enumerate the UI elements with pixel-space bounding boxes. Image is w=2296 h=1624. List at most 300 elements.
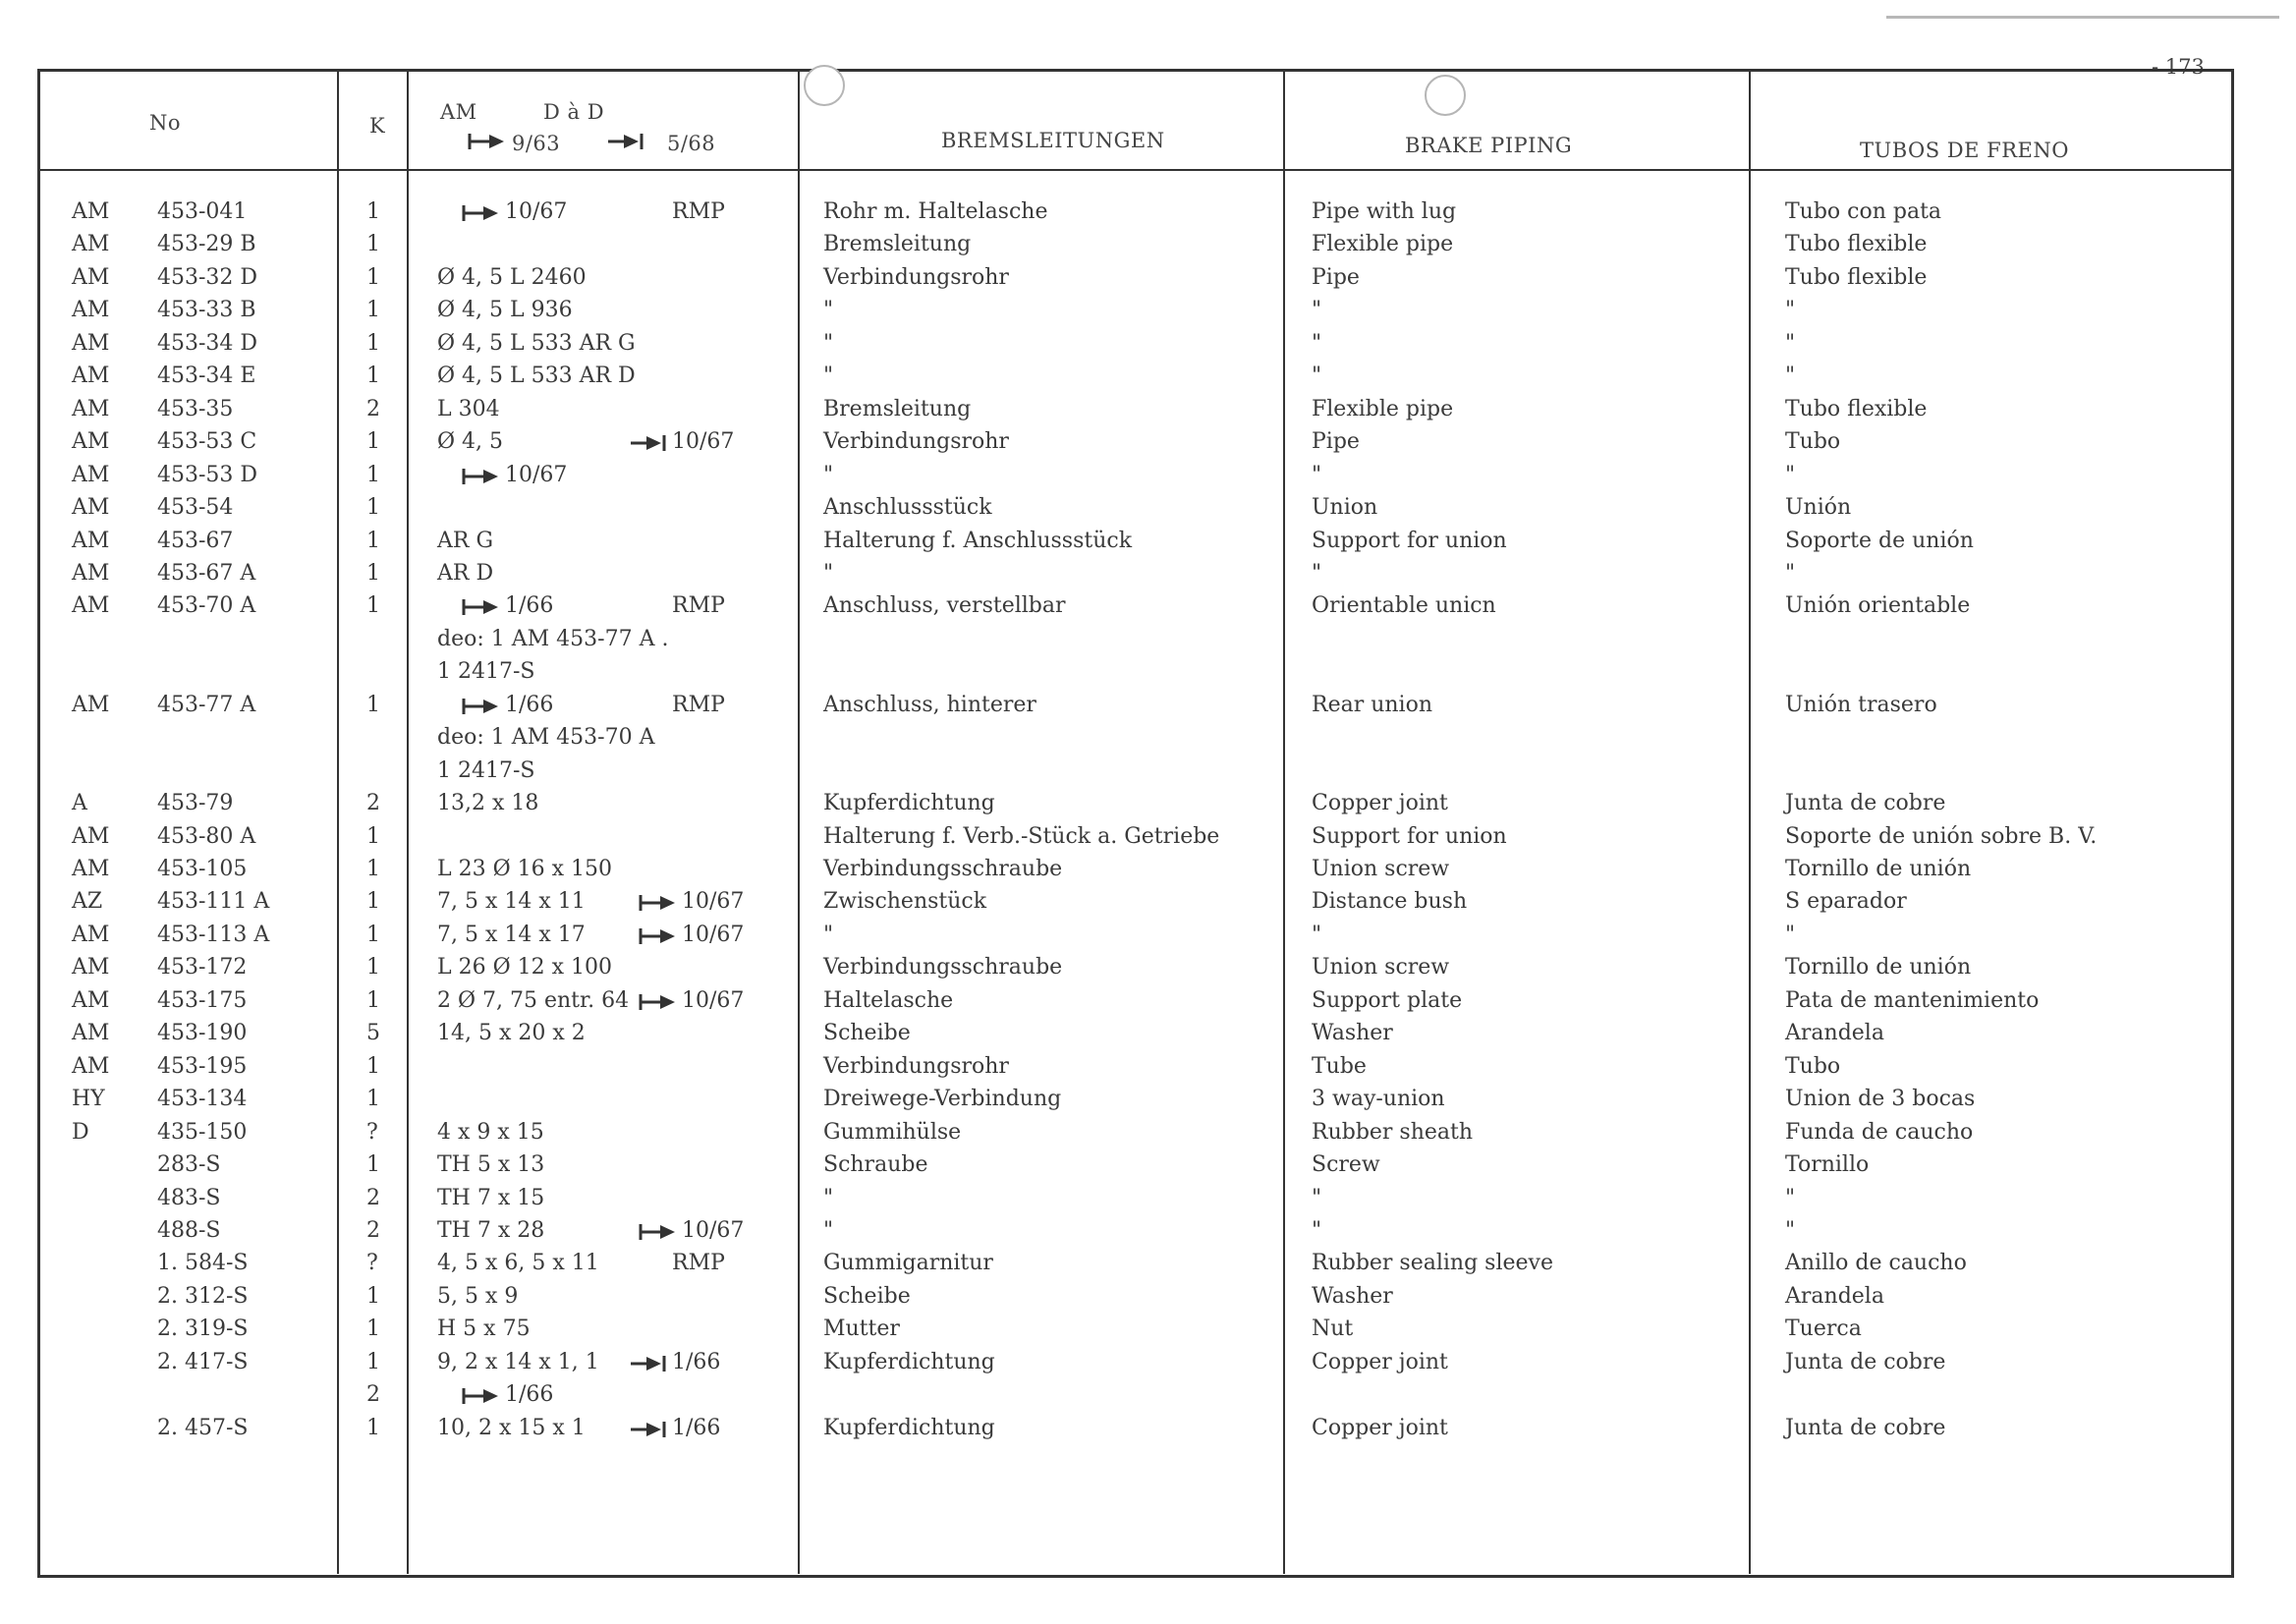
spanish-cell: Junta de cobre	[1785, 1349, 1946, 1374]
effective-date-cell: 1/66	[672, 1349, 721, 1374]
prefix-cell: D	[72, 1119, 89, 1145]
german-cell: Kupferdichtung	[823, 1349, 995, 1374]
english-cell: "	[1312, 922, 1322, 947]
german-cell: Anschlussstück	[823, 495, 992, 521]
spanish-cell: Funda de caucho	[1785, 1119, 1974, 1145]
spanish-cell: Soporte de unión	[1785, 528, 1974, 553]
quantity-cell: 1	[366, 1316, 380, 1342]
quantity-cell: 1	[366, 264, 380, 290]
spec-cell: 4, 5 x 6, 5 x 11	[437, 1251, 599, 1276]
prefix-cell: AM	[72, 857, 110, 881]
english-cell: Orientable unicn	[1312, 593, 1496, 619]
table-row	[0, 1382, 2296, 1415]
spec-cell: TH 7 x 15	[437, 1185, 545, 1210]
part-number-cell: 453-32 D	[157, 264, 258, 290]
spanish-cell: "	[1785, 330, 1796, 356]
effective-date-cell: 10/67	[682, 922, 745, 947]
english-cell: "	[1312, 1185, 1322, 1210]
english-cell: Support for union	[1312, 528, 1507, 553]
effective-from-arrow-icon	[639, 992, 678, 1012]
part-number-cell: 453-70 A	[157, 593, 256, 619]
prefix-cell: AM	[72, 692, 110, 717]
german-cell: "	[823, 364, 834, 389]
table-row	[0, 232, 2296, 264]
prefix-cell: HY	[72, 1087, 105, 1112]
spec-cell: 4 x 9 x 15	[437, 1119, 544, 1145]
spec-cell: 2 Ø 7, 75 entr. 64	[437, 987, 630, 1013]
table-row	[0, 791, 2296, 823]
german-cell: Mutter	[823, 1316, 900, 1342]
part-number-cell: 453-34 E	[157, 364, 256, 389]
header-dad: D à D	[543, 100, 605, 124]
spec-cell: 14, 5 x 20 x 2	[437, 1021, 586, 1046]
part-number-cell: 453-79	[157, 791, 234, 816]
table-row	[0, 1316, 2296, 1349]
german-cell: Dreiwege-Verbindung	[823, 1087, 1062, 1112]
prefix-cell: AM	[72, 364, 110, 389]
spanish-cell: "	[1785, 364, 1796, 389]
spec-cell: TH 5 x 13	[437, 1152, 545, 1178]
rmp-cell: RMP	[672, 1251, 725, 1276]
quantity-cell: 1	[366, 857, 380, 881]
english-cell: "	[1312, 298, 1322, 323]
header-english: BRAKE PIPING	[1405, 134, 1573, 157]
english-cell: Flexible pipe	[1312, 396, 1454, 421]
prefix-cell: AM	[72, 199, 110, 224]
prefix-cell: AM	[72, 823, 110, 849]
spanish-cell: Anillo de caucho	[1785, 1251, 1967, 1276]
prefix-cell: AZ	[72, 889, 103, 915]
effective-from-arrow-icon	[468, 132, 507, 151]
german-cell: Kupferdichtung	[823, 791, 995, 816]
part-number-cell: 2. 457-S	[157, 1415, 249, 1440]
spec-cell: 13,2 x 18	[437, 791, 539, 816]
spec-cell: Ø 4, 5 L 533 AR D	[437, 364, 636, 389]
quantity-cell: 1	[366, 1415, 380, 1440]
quantity-cell: 2	[366, 396, 380, 421]
table-row	[0, 1152, 2296, 1185]
spec-cell: 1 2417-S	[437, 659, 535, 685]
table-row	[0, 1251, 2296, 1283]
effective-from-arrow-icon	[639, 926, 678, 946]
part-number-cell: 453-29 B	[157, 232, 256, 257]
quantity-cell: 2	[366, 1185, 380, 1210]
part-number-cell: 453-53 D	[157, 462, 258, 487]
table-row	[0, 627, 2296, 659]
table-row	[0, 397, 2296, 429]
part-number-cell: 453-77 A	[157, 692, 256, 717]
table-row	[0, 529, 2296, 561]
english-cell: Pipe with lug	[1312, 199, 1457, 224]
part-number-cell: 435-150	[157, 1119, 248, 1145]
spanish-cell: "	[1785, 560, 1796, 586]
spanish-cell: "	[1785, 462, 1796, 487]
effective-from-arrow-icon	[639, 1222, 678, 1242]
spanish-cell: Arandela	[1785, 1021, 1884, 1046]
effective-from-arrow-icon	[639, 893, 678, 913]
spanish-cell: Unión orientable	[1785, 593, 1971, 619]
effective-date-cell: 10/67	[682, 889, 745, 915]
english-cell: "	[1312, 560, 1322, 586]
table-row	[0, 857, 2296, 889]
quantity-cell: 1	[366, 330, 380, 356]
quantity-cell: 2	[366, 791, 380, 816]
spec-cell: L 304	[437, 396, 500, 421]
spanish-cell: Unión	[1785, 495, 1852, 521]
effective-from-arrow-icon	[462, 467, 501, 486]
german-cell: "	[823, 1185, 834, 1210]
rmp-cell: RMP	[672, 692, 725, 717]
quantity-cell: 1	[366, 889, 380, 915]
punch-hole	[804, 65, 845, 106]
prefix-cell: AM	[72, 462, 110, 487]
english-cell: Support for union	[1312, 823, 1507, 849]
header-german: BREMSLEITUNGEN	[941, 129, 1165, 152]
prefix-cell: AM	[72, 987, 110, 1013]
german-cell: "	[823, 922, 834, 947]
part-number-cell: 453-041	[157, 199, 248, 224]
table-row	[0, 1218, 2296, 1251]
spanish-cell: Tornillo de unión	[1785, 857, 1972, 881]
german-cell: Halterung f. Anschlussstück	[823, 528, 1133, 553]
quantity-cell: 1	[366, 495, 380, 521]
spanish-cell: Tubo flexible	[1785, 264, 1928, 290]
spanish-cell: Unión trasero	[1785, 692, 1937, 717]
prefix-cell: AM	[72, 330, 110, 356]
quantity-cell: 1	[366, 593, 380, 619]
part-number-cell: 453-35	[157, 396, 234, 421]
english-cell: Tube	[1312, 1053, 1367, 1079]
spanish-cell: Union de 3 bocas	[1785, 1087, 1976, 1112]
effective-date-cell: 10/67	[672, 429, 735, 455]
spec-cell: 5, 5 x 9	[437, 1283, 519, 1309]
spanish-cell: "	[1785, 298, 1796, 323]
english-cell: Rear union	[1312, 692, 1432, 717]
quantity-cell: 1	[366, 955, 380, 980]
english-cell: Rubber sealing sleeve	[1312, 1251, 1553, 1276]
spanish-cell: Soporte de unión sobre B. V.	[1785, 823, 2098, 849]
prefix-cell: AM	[72, 922, 110, 947]
spec-cell: deo: 1 AM 453-70 A	[437, 725, 655, 751]
table-row	[0, 1416, 2296, 1448]
quantity-cell: 1	[366, 528, 380, 553]
quantity-cell: 1	[366, 462, 380, 487]
quantity-cell: 2	[366, 1382, 380, 1408]
spanish-cell: "	[1785, 922, 1796, 947]
rmp-cell: RMP	[672, 199, 725, 224]
table-row	[0, 1087, 2296, 1119]
german-cell: Verbindungsschraube	[823, 955, 1063, 980]
effective-date-cell: 1/66	[505, 1382, 554, 1408]
quantity-cell: 1	[366, 1152, 380, 1178]
table-row	[0, 955, 2296, 987]
english-cell: "	[1312, 330, 1322, 356]
spanish-cell: Tubo con pata	[1785, 199, 1942, 224]
spec-cell: Ø 4, 5 L 2460	[437, 264, 587, 290]
effective-date-cell: 10/67	[505, 199, 568, 224]
table-row	[0, 593, 2296, 626]
part-number-cell: 2. 319-S	[157, 1316, 249, 1342]
english-cell: Union screw	[1312, 857, 1450, 881]
spec-cell: AR G	[437, 528, 494, 553]
rmp-cell: RMP	[672, 593, 725, 619]
spanish-cell: Pata de mantenimiento	[1785, 987, 2040, 1013]
header-no: No	[149, 111, 182, 135]
english-cell: Washer	[1312, 1283, 1393, 1309]
quantity-cell: 1	[366, 199, 380, 224]
effective-to-arrow-icon	[629, 433, 668, 453]
english-cell: 3 way-union	[1312, 1087, 1445, 1112]
part-number-cell: 453-53 C	[157, 429, 257, 455]
quantity-cell: 1	[366, 560, 380, 586]
spanish-cell: Tubo	[1785, 1053, 1841, 1079]
spec-cell: H 5 x 75	[437, 1316, 531, 1342]
quantity-cell: 1	[366, 1349, 380, 1374]
prefix-cell: AM	[72, 232, 110, 257]
spanish-cell: Junta de cobre	[1785, 791, 1946, 816]
part-number-cell: 453-105	[157, 857, 248, 881]
table-row	[0, 495, 2296, 528]
prefix-cell: AM	[72, 955, 110, 980]
german-cell: Bremsleitung	[823, 232, 972, 257]
english-cell: Union screw	[1312, 955, 1450, 980]
english-cell: Flexible pipe	[1312, 232, 1454, 257]
quantity-cell: 1	[366, 1283, 380, 1309]
header-to-date: 5/68	[667, 132, 716, 155]
english-cell: Nut	[1312, 1316, 1354, 1342]
page-number: - 173	[2152, 55, 2205, 79]
quantity-cell: 5	[366, 1021, 380, 1046]
part-number-cell: 453-190	[157, 1021, 248, 1046]
table-row	[0, 758, 2296, 791]
prefix-cell: AM	[72, 495, 110, 521]
prefix-cell: AM	[72, 429, 110, 455]
table-row	[0, 988, 2296, 1021]
part-number-cell: 1. 584-S	[157, 1251, 249, 1276]
german-cell: "	[823, 1217, 834, 1243]
quantity-cell: 2	[366, 1217, 380, 1243]
part-number-cell: 453-195	[157, 1053, 248, 1079]
part-number-cell: 453-34 D	[157, 330, 258, 356]
german-cell: Halterung f. Verb.-Stück a. Getriebe	[823, 823, 1220, 849]
quantity-cell: 1	[366, 987, 380, 1013]
part-number-cell: 283-S	[157, 1152, 221, 1178]
german-cell: Verbindungsrohr	[823, 429, 1009, 455]
quantity-cell: 1	[366, 922, 380, 947]
table-row	[0, 824, 2296, 857]
prefix-cell: AM	[72, 1053, 110, 1079]
spanish-cell: "	[1785, 1185, 1796, 1210]
part-number-cell: 453-33 B	[157, 298, 256, 323]
spec-cell: TH 7 x 28	[437, 1217, 545, 1243]
quantity-cell: 1	[366, 298, 380, 323]
part-number-cell: 453-111 A	[157, 889, 270, 915]
quantity-cell: 1	[366, 232, 380, 257]
english-cell: "	[1312, 364, 1322, 389]
german-cell: Verbindungsrohr	[823, 1053, 1009, 1079]
english-cell: "	[1312, 1217, 1322, 1243]
header-am: AM	[440, 100, 477, 124]
top-rule	[1886, 16, 2279, 19]
table-row	[0, 331, 2296, 364]
table-row	[0, 298, 2296, 330]
spec-cell: Ø 4, 5	[437, 429, 504, 455]
header-divider	[37, 169, 2231, 171]
prefix-cell: AM	[72, 298, 110, 323]
quantity-cell: 1	[366, 692, 380, 717]
spec-cell: 1 2417-S	[437, 757, 535, 783]
table-row	[0, 1021, 2296, 1053]
english-cell: Copper joint	[1312, 1349, 1448, 1374]
german-cell: Haltelasche	[823, 987, 954, 1013]
part-number-cell: 453-80 A	[157, 823, 256, 849]
table-row	[0, 463, 2296, 495]
spanish-cell: Tubo flexible	[1785, 232, 1928, 257]
german-cell: Anschluss, verstellbar	[823, 593, 1066, 619]
part-number-cell: 2. 312-S	[157, 1283, 249, 1309]
part-number-cell: 2. 417-S	[157, 1349, 249, 1374]
prefix-cell: AM	[72, 528, 110, 553]
table-row	[0, 923, 2296, 955]
prefix-cell: A	[72, 791, 87, 816]
spec-cell: 10, 2 x 15 x 1	[437, 1415, 586, 1440]
prefix-cell: AM	[72, 264, 110, 290]
german-cell: Schraube	[823, 1152, 928, 1178]
german-cell: Scheibe	[823, 1021, 911, 1046]
quantity-cell: 1	[366, 429, 380, 455]
german-cell: "	[823, 330, 834, 356]
german-cell: Rohr m. Haltelasche	[823, 199, 1048, 224]
table-row	[0, 1186, 2296, 1218]
german-cell: "	[823, 462, 834, 487]
effective-date-cell: 10/67	[505, 462, 568, 487]
quantity-cell: 1	[366, 364, 380, 389]
table-row	[0, 693, 2296, 725]
part-number-cell: 483-S	[157, 1185, 221, 1210]
effective-date-cell: 1/66	[505, 593, 554, 619]
english-cell: Pipe	[1312, 429, 1360, 455]
english-cell: Washer	[1312, 1021, 1393, 1046]
spanish-cell: "	[1785, 1217, 1796, 1243]
german-cell: Anschluss, hinterer	[823, 692, 1036, 717]
table-row	[0, 199, 2296, 232]
part-number-cell: 453-175	[157, 987, 248, 1013]
german-cell: Verbindungsrohr	[823, 264, 1009, 290]
english-cell: Support plate	[1312, 987, 1463, 1013]
effective-date-cell: 1/66	[505, 692, 554, 717]
spanish-cell: Junta de cobre	[1785, 1415, 1946, 1440]
part-number-cell: 453-134	[157, 1087, 248, 1112]
spanish-cell: Tuerca	[1785, 1316, 1862, 1342]
part-number-cell: 453-172	[157, 955, 248, 980]
table-row	[0, 561, 2296, 593]
spec-cell: 7, 5 x 14 x 11	[437, 889, 586, 915]
german-cell: Bremsleitung	[823, 396, 972, 421]
part-number-cell: 453-67	[157, 528, 234, 553]
table-row	[0, 659, 2296, 692]
english-cell: Rubber sheath	[1312, 1119, 1474, 1145]
spec-cell: deo: 1 AM 453-77 A .	[437, 626, 669, 651]
table-row	[0, 1054, 2296, 1087]
spec-cell: Ø 4, 5 L 936	[437, 298, 573, 323]
spec-cell: 9, 2 x 14 x 1, 1	[437, 1349, 599, 1374]
effective-from-arrow-icon	[462, 203, 501, 223]
header-spanish: TUBOS DE FRENO	[1860, 139, 2069, 162]
table-row	[0, 265, 2296, 298]
english-cell: Copper joint	[1312, 791, 1448, 816]
german-cell: "	[823, 298, 834, 323]
german-cell: Verbindungsschraube	[823, 857, 1063, 881]
german-cell: Gummihülse	[823, 1119, 962, 1145]
quantity-cell: ?	[366, 1119, 378, 1145]
effective-to-arrow-icon	[629, 1354, 668, 1373]
part-number-cell: 453-54	[157, 495, 234, 521]
effective-from-arrow-icon	[462, 597, 501, 617]
german-cell: Gummigarnitur	[823, 1251, 993, 1276]
spanish-cell: S eparador	[1785, 889, 1907, 915]
quantity-cell: 1	[366, 823, 380, 849]
quantity-cell: 1	[366, 1087, 380, 1112]
effective-to-arrow-icon	[606, 132, 645, 151]
effective-from-arrow-icon	[462, 1386, 501, 1406]
table-row	[0, 725, 2296, 757]
german-cell: Zwischenstück	[823, 889, 987, 915]
header-k: K	[369, 114, 386, 138]
effective-date-cell: 10/67	[682, 987, 745, 1013]
table-row	[0, 364, 2296, 396]
english-cell: Union	[1312, 495, 1378, 521]
english-cell: Distance bush	[1312, 889, 1468, 915]
effective-from-arrow-icon	[462, 697, 501, 716]
prefix-cell: AM	[72, 396, 110, 421]
header-from-date: 9/63	[512, 132, 561, 155]
english-cell: Pipe	[1312, 264, 1360, 290]
prefix-cell: AM	[72, 560, 110, 586]
effective-date-cell: 1/66	[672, 1415, 721, 1440]
table-row	[0, 889, 2296, 922]
part-number-cell: 453-113 A	[157, 922, 270, 947]
spanish-cell: Tubo flexible	[1785, 396, 1928, 421]
punch-hole	[1425, 75, 1466, 116]
quantity-cell: 1	[366, 1053, 380, 1079]
german-cell: Kupferdichtung	[823, 1415, 995, 1440]
table-row	[0, 1284, 2296, 1316]
effective-date-cell: 10/67	[682, 1217, 745, 1243]
quantity-cell: ?	[366, 1251, 378, 1276]
spanish-cell: Tornillo de unión	[1785, 955, 1972, 980]
german-cell: Scheibe	[823, 1283, 911, 1309]
spanish-cell: Tubo	[1785, 429, 1841, 455]
effective-to-arrow-icon	[629, 1420, 668, 1439]
spec-cell: AR D	[437, 560, 494, 586]
spec-cell: L 26 Ø 12 x 100	[437, 955, 612, 980]
spec-cell: Ø 4, 5 L 533 AR G	[437, 330, 636, 356]
english-cell: Screw	[1312, 1152, 1380, 1178]
english-cell: "	[1312, 462, 1322, 487]
part-number-cell: 488-S	[157, 1217, 221, 1243]
spec-cell: 7, 5 x 14 x 17	[437, 922, 586, 947]
english-cell: Copper joint	[1312, 1415, 1448, 1440]
spanish-cell: Tornillo	[1785, 1152, 1870, 1178]
table-row	[0, 1120, 2296, 1152]
prefix-cell: AM	[72, 593, 110, 619]
spanish-cell: Arandela	[1785, 1283, 1884, 1309]
table-row	[0, 429, 2296, 462]
prefix-cell: AM	[72, 1021, 110, 1046]
part-number-cell: 453-67 A	[157, 560, 256, 586]
spec-cell: L 23 Ø 16 x 150	[437, 857, 612, 881]
german-cell: "	[823, 560, 834, 586]
